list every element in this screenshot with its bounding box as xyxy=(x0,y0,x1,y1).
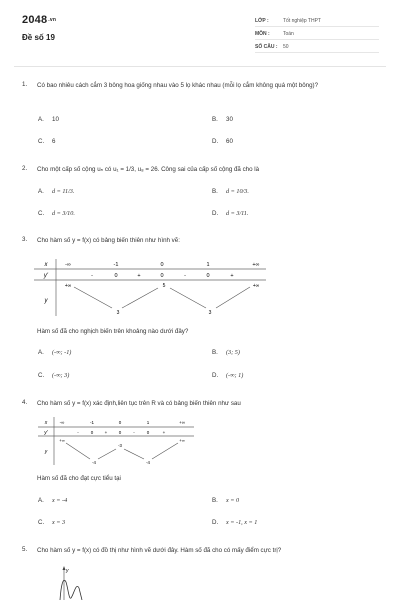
y-value: -4 xyxy=(146,460,150,465)
option-b[interactable] xyxy=(212,188,249,195)
option-text: d = 3/10. xyxy=(52,210,75,217)
question-number: 5. xyxy=(22,546,28,553)
option-letter: B. xyxy=(212,188,218,195)
x-value: 0 xyxy=(160,262,164,268)
meta-label: MÔN : xyxy=(255,31,270,37)
variation-table-q3 xyxy=(30,256,270,318)
option-text: 6 xyxy=(52,138,56,145)
option-text: d = 10/3. xyxy=(226,188,249,195)
y-value: 3 xyxy=(208,310,212,316)
x-value: -∞ xyxy=(65,262,71,268)
yprime-label: y' xyxy=(44,430,48,436)
meta-divider xyxy=(255,52,379,53)
arrow-increase xyxy=(216,287,250,308)
sign: - xyxy=(77,430,79,435)
option-b[interactable] xyxy=(212,349,240,356)
option-letter: A. xyxy=(38,188,44,195)
question-number: 4. xyxy=(22,399,28,406)
option-text: (-∞; 3) xyxy=(52,372,70,379)
y-value: 3 xyxy=(116,310,120,316)
sign: 0 xyxy=(146,430,150,435)
arrow-increase xyxy=(98,449,116,459)
meta-divider xyxy=(255,39,379,40)
y-value: -4 xyxy=(92,460,96,465)
option-b[interactable] xyxy=(212,116,233,123)
option-text: 30 xyxy=(226,116,233,123)
option-letter: D. xyxy=(212,138,219,145)
x-label: x xyxy=(44,262,48,268)
option-a[interactable] xyxy=(38,188,74,195)
option-b[interactable] xyxy=(212,497,239,504)
option-letter: D. xyxy=(212,210,219,217)
option-letter: B. xyxy=(212,349,218,356)
meta-value: Toán xyxy=(283,31,294,37)
option-d[interactable] xyxy=(212,210,248,217)
option-text: (-∞; -1) xyxy=(52,349,72,356)
question-text: Cho hàm số y = f(x) có đồ thị như hình vẽ dưới đây. Hàm số đã cho có mấy điểm cực trị? xyxy=(37,547,282,554)
option-a[interactable] xyxy=(38,116,59,123)
header-divider xyxy=(14,66,386,67)
question-number: 2. xyxy=(22,165,28,172)
option-a[interactable] xyxy=(38,497,67,504)
arrow-decrease xyxy=(74,287,112,308)
y-value: +∞ xyxy=(64,283,72,289)
x-value: +∞ xyxy=(179,420,185,425)
meta-value: Tốt nghiệp THPT xyxy=(283,18,321,24)
sign: + xyxy=(104,430,108,435)
sign: - xyxy=(91,273,93,279)
question-text: Cho hàm số y = f(x) xác định,liên tục trên R và có bảng biến thiên như sau xyxy=(37,400,241,407)
option-a[interactable] xyxy=(38,349,71,356)
option-letter: C. xyxy=(38,210,45,217)
followup-text: Hàm số đã cho đạt cực tiểu tại xyxy=(37,475,121,482)
site-logo[interactable] xyxy=(22,14,56,26)
option-d[interactable] xyxy=(212,372,243,379)
y-value: +∞ xyxy=(252,283,260,289)
sign: + xyxy=(230,273,234,279)
option-text: (3; 5) xyxy=(226,349,240,356)
x-label: x xyxy=(44,420,48,426)
y-value: +∞ xyxy=(179,438,185,443)
sign: 0 xyxy=(90,430,94,435)
graph-y-label: y xyxy=(66,568,69,574)
x-value: -∞ xyxy=(59,420,65,425)
x-value: 0 xyxy=(118,420,122,425)
option-text: d = 11/3. xyxy=(52,188,75,195)
x-value: -1 xyxy=(89,420,95,425)
option-text: 60 xyxy=(226,138,233,145)
logo-suffix: .vn xyxy=(48,17,57,23)
sign: 0 xyxy=(118,430,122,435)
option-c[interactable] xyxy=(38,138,55,145)
option-text: x = 3 xyxy=(52,519,66,526)
sign: - xyxy=(184,273,186,279)
question-text: Có bao nhiêu cách cắm 3 bông hoa giống nhau vào 5 lọ khác nhau (mỗi lọ cắm không quá một bông)? xyxy=(37,82,319,89)
followup-text: Hàm số đã cho nghịch biến trên khoảng nào dưới đây? xyxy=(37,328,189,335)
x-value: -1 xyxy=(113,262,119,268)
question-number: 1. xyxy=(22,81,28,88)
sign: 0 xyxy=(160,273,164,279)
option-letter: D. xyxy=(212,519,219,526)
sign: + xyxy=(137,273,141,279)
option-letter: A. xyxy=(38,349,44,356)
y-value: +∞ xyxy=(59,438,65,443)
option-c[interactable] xyxy=(38,519,65,526)
sign: 0 xyxy=(206,273,210,279)
variation-table-q4 xyxy=(36,415,196,467)
option-text: x = 0 xyxy=(226,497,240,504)
option-letter: B. xyxy=(212,497,218,504)
option-letter: B. xyxy=(212,116,218,123)
question-number: 3. xyxy=(22,236,28,243)
sign: 0 xyxy=(114,273,118,279)
logo-text: 2048 xyxy=(22,14,48,26)
yprime-label: y' xyxy=(43,273,49,279)
option-letter: C. xyxy=(38,372,45,379)
option-text: (-∞; 1) xyxy=(226,372,244,379)
option-letter: A. xyxy=(38,497,44,504)
option-c[interactable] xyxy=(38,372,69,379)
y-value: 5 xyxy=(162,283,166,289)
y-label: y xyxy=(44,298,48,304)
option-d[interactable] xyxy=(212,138,233,145)
option-text: d = 3/11. xyxy=(226,210,249,217)
meta-divider xyxy=(255,26,379,27)
x-value: 1 xyxy=(146,420,150,425)
option-d[interactable] xyxy=(212,519,257,526)
option-letter: C. xyxy=(38,138,45,145)
arrow-increase xyxy=(152,443,178,459)
arrow-decrease xyxy=(66,443,90,459)
meta-label: LỚP : xyxy=(255,18,269,24)
arrow-increase xyxy=(122,288,158,308)
sign: - xyxy=(133,430,135,435)
x-value: +∞ xyxy=(252,262,260,268)
meta-value: 50 xyxy=(283,44,289,50)
function-curve xyxy=(60,580,82,600)
option-letter: D. xyxy=(212,372,219,379)
option-text: x = -1, x = 1 xyxy=(226,519,258,526)
option-letter: A. xyxy=(38,116,44,123)
y-value: -3 xyxy=(118,443,122,448)
function-graph-q5 xyxy=(52,564,122,600)
option-letter: C. xyxy=(38,519,45,526)
option-text: x = -4 xyxy=(52,497,68,504)
arrow-decrease xyxy=(170,288,206,308)
option-c[interactable] xyxy=(38,210,75,217)
meta-label: SỐ CÂU : xyxy=(255,44,278,50)
sign: + xyxy=(162,430,166,435)
question-text: Cho một cấp số cộng uₙ có u₁ = 1/3, u₈ = 26. Công sai của cấp số cộng đã cho là xyxy=(37,166,260,173)
option-text: 10 xyxy=(52,116,59,123)
y-label: y xyxy=(44,449,48,455)
exam-title: Đề số 19 xyxy=(22,33,55,42)
arrow-decrease xyxy=(124,449,144,459)
question-text: Cho hàm số y = f(x) có bảng biến thiên như hình vẽ: xyxy=(37,237,180,244)
x-value: 1 xyxy=(206,262,210,268)
